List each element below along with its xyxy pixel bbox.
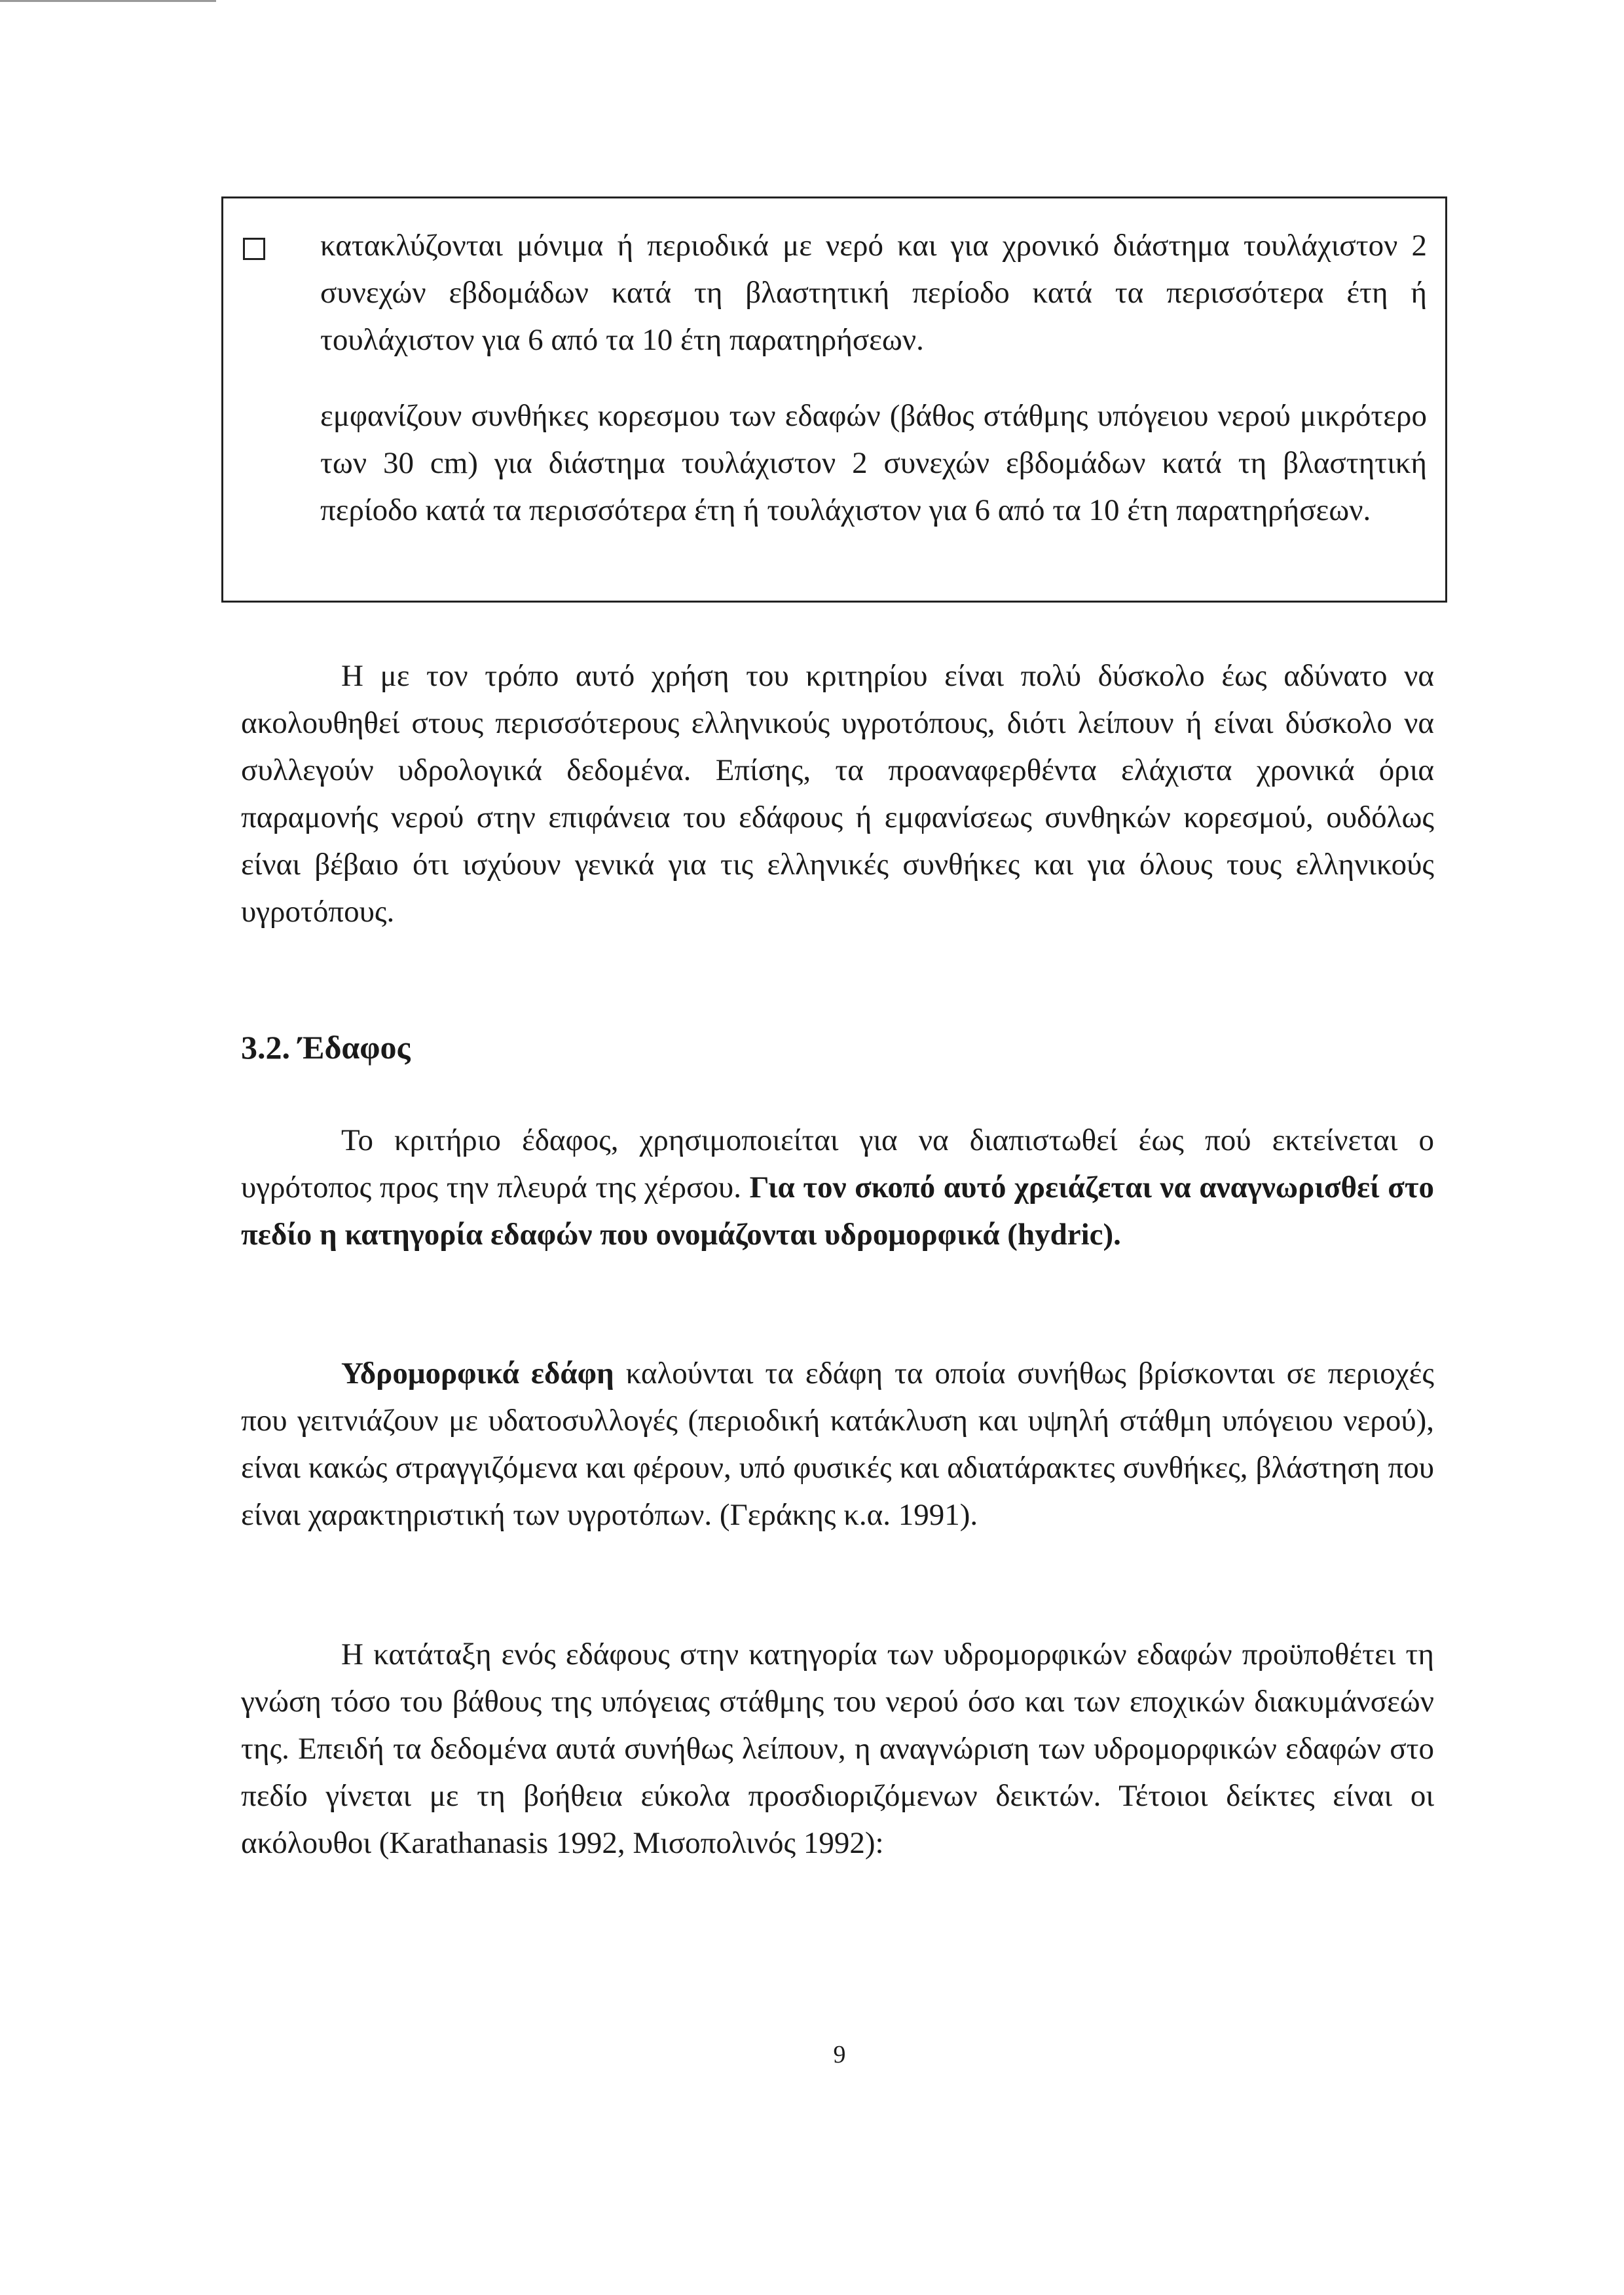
paragraph-soil-criterion: [241, 1117, 1434, 1258]
page-number: 9: [833, 2041, 846, 2068]
top-rule: [0, 0, 216, 2]
criteria-box: [221, 196, 1447, 603]
paragraph-criterion-difficulty: Η με τον τρόπο αυτό χρήση του κριτηρίου είναι πολύ δύσκολο έως αδύνατο να ακολουθηθεί στους περισσότερους ελληνικούς υγροτόπους, διότι λείπουν ή είναι δύσκολο να συλλεγούν υδρολογικά δεδομένα. Επίσης, τα προαναφερθέντα ελάχιστα χρονικά όρια παραμονής νερού στην επιφάνεια του εδάφους ή εμφανίσεως συνθηκών κορεσμού, ουδόλως είναι βέβαιο ότι ισχύουν γενικά για τις ελληνικές συνθήκες και για όλους τους ελληνικούς υγροτόπους.: [241, 659, 1434, 929]
paragraph-classification-indicators: Η κατάταξη ενός εδάφους στην κατηγορία των υδρομορφικών εδαφών προϋποθέτει τη γνώση τόσο του βάθους της υπόγειας στάθμης του νερού όσο και των εποχικών διακυμάνσεών της. Επειδή τα δεδομένα αυτά συνήθως λείπουν, η αναγνώριση των υδρομορφικών εδαφών στο πεδίο γίνεται με τη βοήθεια εύκολα προσδιοριζόμενων δεικτών. Τέτοιοι δείκτες είναι οι ακόλουθοι (Karathanasis 1992, Μισοπολινός 1992):: [241, 1637, 1434, 1860]
checkbox-icon: [243, 238, 265, 260]
criteria-item-saturation: εμφανίζουν συνθήκες κορεσμου των εδαφών (βάθος στάθμης υπόγειου νερού μικρότερο των 30 cm) για διάστημα τουλάχιστον 2 συνεχών εβδομάδων κατά τη βλαστητική περίοδο κατά τα περισσότερα έτη ή τουλάχιστον για 6 από τα 10 έτη παρατηρήσεων.: [320, 399, 1427, 527]
hydric-soils-term: Υδρομορφικά εδάφη: [341, 1356, 614, 1390]
hydric-definition-text: καλούνται τα εδάφη τα οποία συνήθως βρίσκονται σε περιοχές που γειτνιάζουν με υδατοσυλλογές (περιοδική κατάκλυση και υψηλή στάθμη υπόγειου νερού), είναι κακώς στραγγιζόμενα και φέρουν, υπό φυσικές και αδιατάρακτες συνθήκες, βλάστηση που είναι χαρακτηριστική των υγροτόπων. (Γεράκης κ.α. 1991).: [241, 1356, 1434, 1532]
criteria-item-flooding: κατακλύζονται μόνιμα ή περιοδικά με νερό και για χρονικό διάστημα τουλάχιστον 2 συνεχών εβδομάδων κατά τη βλαστητική περίοδο κατά τα περισσότερα έτη ή τουλάχιστον για 6 από τα 10 έτη παρατηρήσεων.: [320, 229, 1427, 357]
section-heading: 3.2. Έδαφος: [241, 1029, 411, 1066]
paragraph-hydric-definition: [241, 1350, 1434, 1539]
soil-criterion-bold: Για τον σκοπό αυτό χρειάζεται να αναγνωρισθεί στο πεδίο η κατηγορία εδαφών που ονομάζονται υδρομορφικά (hydric).: [241, 1170, 1434, 1252]
soil-criterion-text: Το κριτήριο έδαφος, χρησιμοποιείται για να διαπιστωθεί έως πού εκτείνεται ο υγρότοπος προς την πλευρά της χέρσου.: [241, 1123, 1434, 1204]
